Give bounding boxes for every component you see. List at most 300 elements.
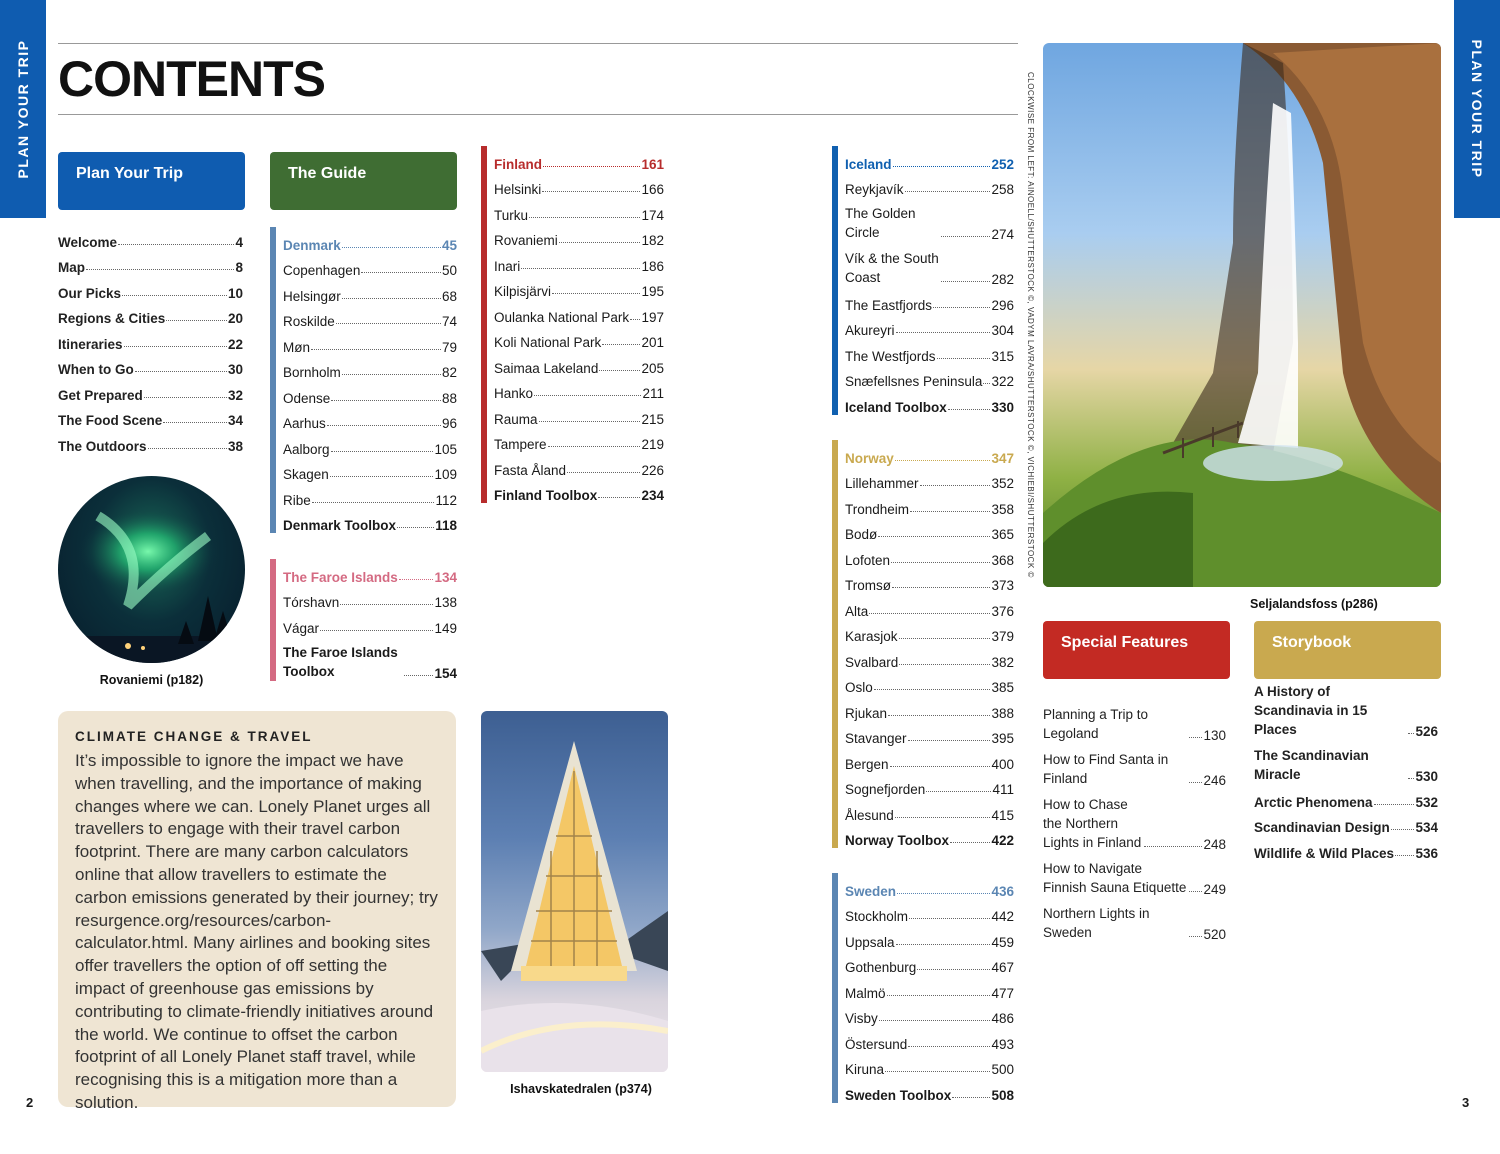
plan-entry[interactable]	[58, 275, 243, 301]
toc-entry-page: 520	[1203, 927, 1226, 942]
denmark-entry[interactable]	[283, 278, 457, 304]
toc-entry-label: Our Picks	[58, 285, 122, 301]
norway-entry[interactable]	[845, 568, 1014, 594]
toc-entry-page: 45	[441, 237, 457, 253]
denmark-entry[interactable]	[283, 482, 457, 508]
denmark-entry[interactable]	[283, 304, 457, 330]
norway-entry[interactable]	[845, 721, 1014, 747]
leader-dots	[1189, 891, 1202, 892]
toc-entry-label: Helsinki	[494, 182, 542, 197]
iceland-entry[interactable]	[845, 287, 1014, 313]
sweden-heading[interactable]	[845, 873, 1014, 899]
the-guide-header[interactable]: The Guide	[270, 152, 457, 210]
toc-entry-label: When to Go	[58, 362, 134, 377]
leader-dots	[893, 166, 991, 167]
leader-dots	[908, 1046, 990, 1047]
side-tab-label: PLAN YOUR TRIP	[1469, 39, 1485, 179]
finland-section	[481, 146, 664, 503]
ishavskatedralen-photo	[481, 711, 668, 1072]
toc-entry-label: Fasta Åland	[494, 462, 567, 478]
leader-dots	[529, 217, 640, 218]
sweden-entry[interactable]	[845, 950, 1014, 976]
leader-dots	[1189, 936, 1202, 937]
toc-entry-page: 304	[991, 323, 1014, 338]
toc-entry-page: 22	[227, 336, 243, 352]
toc-entry-page: 219	[641, 437, 664, 452]
norway-color-bar	[832, 440, 838, 848]
toc-entry-page: 205	[641, 360, 664, 376]
norway-entry[interactable]	[845, 670, 1014, 696]
leader-dots	[926, 791, 991, 792]
toc-entry-page: 32	[227, 387, 243, 403]
toc-entry-page: 249	[1203, 882, 1226, 897]
leader-dots	[86, 269, 234, 270]
leader-dots	[361, 272, 441, 273]
toc-entry-page: 330	[991, 399, 1014, 415]
side-tab-right	[1454, 0, 1500, 218]
toc-entry-label: Finland	[494, 156, 542, 172]
toc-entry-label: Iceland Toolbox	[845, 399, 947, 415]
toc-entry-page: 195	[641, 284, 664, 299]
special-entry[interactable]	[1043, 788, 1226, 852]
photo-credit	[1023, 72, 1037, 578]
finland-entry[interactable]	[494, 325, 664, 351]
norway-entry[interactable]	[845, 797, 1014, 823]
leader-dots	[312, 502, 435, 503]
toc-entry-page: 4	[235, 234, 243, 250]
toc-entry-label: Helsingør	[283, 288, 341, 304]
toc-entry-label: Karasjok	[845, 629, 898, 644]
page-title: CONTENTS	[58, 51, 325, 107]
toc-entry-label: Turku	[494, 207, 529, 223]
toc-entry-label: Tórshavn	[283, 595, 340, 610]
leader-dots	[887, 995, 991, 996]
leader-dots	[1189, 737, 1202, 738]
toc-entry-label: Kilpisjärvi	[494, 284, 552, 299]
toc-entry-page: 347	[991, 450, 1014, 466]
toc-entry-label: The Food Scene	[58, 413, 163, 428]
toc-entry-page: 226	[641, 462, 664, 478]
leader-dots	[879, 1020, 991, 1021]
special-entry[interactable]	[1043, 852, 1226, 897]
toc-entry-label: Skagen	[283, 467, 329, 482]
toc-entry-label: How to Chase the Northern Lights in Finland	[1043, 797, 1142, 850]
storybook-entry[interactable]	[1254, 835, 1438, 861]
plan-entry[interactable]	[58, 250, 243, 276]
toc-entry-label: Oslo	[845, 680, 873, 695]
toc-entry-page: 174	[641, 207, 664, 223]
denmark-entry[interactable]	[283, 380, 457, 406]
finland-entry[interactable]	[494, 248, 664, 274]
toc-entry-label: Kiruna	[845, 1062, 885, 1077]
toc-entry-label: Ålesund	[845, 807, 894, 823]
leader-dots	[896, 332, 991, 333]
norway-entry[interactable]	[845, 517, 1014, 543]
leader-dots	[602, 344, 640, 345]
toc-entry-page: 477	[991, 985, 1014, 1001]
denmark-toolbox[interactable]	[283, 508, 457, 534]
leader-dots	[1391, 829, 1415, 830]
leader-dots	[895, 460, 991, 461]
denmark-entry[interactable]	[283, 253, 457, 279]
leader-dots	[521, 268, 640, 269]
leader-dots	[983, 383, 990, 384]
special-entry[interactable]	[1043, 897, 1226, 942]
storybook-list	[1254, 684, 1438, 861]
toc-entry-page: 358	[991, 501, 1014, 517]
toc-entry-label: Ribe	[283, 492, 311, 508]
norway-entry[interactable]	[845, 542, 1014, 568]
toc-entry-label: How to Navigate Finnish Sauna Etiquette	[1043, 861, 1187, 895]
iceland-entry[interactable]	[845, 172, 1014, 198]
leader-dots	[897, 893, 990, 894]
toc-entry-label: Trondheim	[845, 501, 910, 517]
toc-entry-label: How to Find Santa in Finland	[1043, 752, 1169, 786]
toc-entry-label: Inari	[494, 258, 521, 274]
faroe-entry[interactable]	[283, 585, 457, 611]
sweden-entry[interactable]	[845, 1026, 1014, 1052]
toc-entry-page: 166	[641, 182, 664, 197]
toc-entry-page: 315	[991, 348, 1014, 364]
leader-dots	[948, 409, 991, 410]
toc-entry-label: Hanko	[494, 386, 534, 401]
finland-toolbox[interactable]	[494, 478, 664, 504]
toc-entry-label: Regions & Cities	[58, 311, 166, 326]
leader-dots	[937, 358, 991, 359]
leader-dots	[118, 244, 234, 245]
leader-dots	[899, 638, 991, 639]
sweden-entry[interactable]	[845, 899, 1014, 925]
toc-entry-page: 395	[991, 731, 1014, 746]
toc-entry-page: 296	[991, 297, 1014, 313]
storybook-header[interactable]: Storybook	[1254, 621, 1441, 679]
toc-entry-label: Reykjavík	[845, 182, 904, 197]
toc-entry-label: Denmark Toolbox	[283, 518, 397, 533]
finland-entry[interactable]	[494, 376, 664, 402]
leader-dots	[163, 422, 227, 423]
leader-dots	[892, 587, 990, 588]
norway-entry[interactable]	[845, 772, 1014, 798]
leader-dots	[1189, 782, 1202, 783]
climate-change-box	[58, 711, 456, 1112]
storybook-entry[interactable]	[1254, 684, 1438, 739]
faroe-color-bar	[270, 559, 276, 681]
denmark-entry[interactable]	[283, 431, 457, 457]
leader-dots	[909, 918, 990, 919]
leader-dots	[397, 527, 434, 528]
leader-dots	[340, 604, 433, 605]
toc-entry-page: 486	[991, 1011, 1014, 1026]
toc-entry-page: 96	[441, 416, 457, 431]
leader-dots	[548, 446, 641, 447]
toc-entry-page: 186	[641, 258, 664, 274]
storybook-entry[interactable]	[1254, 810, 1438, 836]
toc-entry-page: 508	[991, 1087, 1014, 1103]
denmark-color-bar	[270, 227, 276, 533]
leader-dots	[1144, 846, 1202, 847]
leader-dots	[399, 579, 434, 580]
toc-entry-page: 415	[991, 807, 1014, 823]
denmark-entry[interactable]	[283, 406, 457, 432]
plan-entry[interactable]	[58, 224, 243, 250]
sweden-toolbox[interactable]	[845, 1077, 1014, 1103]
toc-entry-page: 154	[434, 665, 457, 681]
toc-entry-page: 252	[991, 156, 1014, 172]
leader-dots	[327, 425, 441, 426]
toc-entry-label: Aalborg	[283, 441, 330, 457]
plan-entry[interactable]	[58, 301, 243, 327]
toc-entry-label: Finland Toolbox	[494, 488, 598, 503]
iceland-heading[interactable]	[845, 146, 1014, 172]
sweden-section	[832, 873, 1014, 1103]
toc-entry-label: The Faroe Islands	[283, 569, 398, 585]
toc-entry-label: Stavanger	[845, 731, 907, 746]
iceland-toolbox[interactable]	[845, 389, 1014, 415]
toc-entry-label: Wildlife & Wild Places	[1254, 845, 1395, 861]
toc-entry-label: Tampere	[494, 437, 547, 452]
leader-dots	[885, 1071, 990, 1072]
climate-body: It’s impossible to ignore the impact we have when travelling, and the importance of making changes where we can. Lonely Planet urges all travellers to engage with their travel carbon footprint. There are many carbon calculators online that allow travellers to estimate the carbon emissions generated by their journey; try resurgence.org/resources/carbon-calculator.html. Many airlines and booking sites offer travellers the option of off setting the impact of greenhouse gas emissions by contributing to climate-friendly initiatives around the world. We continue to offset the carbon footprint of all Lonely Planet staff travel, while recognising this is a mitigation more than a solution.	[75, 751, 438, 1112]
toc-entry-page: 411	[992, 782, 1014, 797]
finland-entry[interactable]	[494, 299, 664, 325]
toc-entry-page: 112	[435, 492, 457, 508]
toc-entry-page: 211	[642, 386, 664, 401]
iceland-entry[interactable]	[845, 197, 1014, 242]
toc-entry-label: Visby	[845, 1011, 878, 1026]
toc-entry-label: Bergen	[845, 756, 889, 772]
toc-entry-page: 88	[441, 390, 457, 406]
side-tab-left	[0, 0, 46, 218]
finland-entry[interactable]	[494, 427, 664, 453]
toc-entry-label: Get Prepared	[58, 387, 143, 403]
toc-entry-page: 10	[227, 285, 243, 301]
leader-dots	[404, 675, 433, 676]
toc-entry-page: 373	[991, 578, 1014, 593]
finland-entry[interactable]	[494, 350, 664, 376]
toc-entry-label: Norway Toolbox	[845, 833, 950, 848]
iceland-entry[interactable]	[845, 338, 1014, 364]
plan-entry[interactable]	[58, 403, 243, 429]
sweden-entry[interactable]	[845, 975, 1014, 1001]
rovaniemi-photo	[58, 476, 245, 663]
toc-entry-label: Arctic Phenomena	[1254, 794, 1373, 810]
norway-entry[interactable]	[845, 466, 1014, 492]
special-entry[interactable]	[1043, 698, 1226, 743]
toc-entry-label: Rauma	[494, 411, 538, 427]
toc-entry-page: 467	[991, 960, 1014, 975]
toc-entry-label: Saimaa Lakeland	[494, 360, 599, 376]
leader-dots	[952, 1097, 990, 1098]
sweden-entry[interactable]	[845, 1052, 1014, 1078]
norway-entry[interactable]	[845, 746, 1014, 772]
toc-entry-label: Map	[58, 260, 85, 275]
storybook-entry[interactable]	[1254, 739, 1438, 784]
leader-dots	[910, 511, 990, 512]
plan-entry[interactable]	[58, 352, 243, 378]
leader-dots	[1408, 778, 1414, 779]
toc-entry-page: 493	[991, 1036, 1014, 1052]
toc-entry-label: Rovaniemi	[494, 233, 558, 248]
sweden-entry[interactable]	[845, 1001, 1014, 1027]
plan-entry[interactable]	[58, 377, 243, 403]
toc-entry-label: Odense	[283, 390, 331, 406]
toc-entry-label: The Faroe Islands Toolbox	[283, 644, 398, 679]
leader-dots	[166, 320, 227, 321]
plan-entry[interactable]	[58, 326, 243, 352]
storybook-entry[interactable]	[1254, 784, 1438, 810]
special-entry[interactable]	[1043, 743, 1226, 788]
toc-entry-label: The Golden Circle	[845, 206, 916, 240]
toc-entry-page: 368	[991, 552, 1014, 568]
iceland-color-bar	[832, 146, 838, 415]
toc-entry-page: 68	[441, 288, 457, 304]
leader-dots	[559, 242, 641, 243]
norway-toolbox[interactable]	[845, 823, 1014, 849]
toc-entry-page: 459	[991, 934, 1014, 950]
toc-entry-page: 532	[1415, 794, 1438, 810]
leader-dots	[917, 969, 990, 970]
finland-entry[interactable]	[494, 452, 664, 478]
norway-entry[interactable]	[845, 593, 1014, 619]
leader-dots	[1408, 733, 1414, 734]
plan-entry[interactable]	[58, 428, 243, 454]
sweden-color-bar	[832, 873, 838, 1103]
leader-dots	[896, 944, 991, 945]
top-rule	[58, 43, 1018, 44]
climate-heading: CLIMATE CHANGE & TRAVEL	[75, 729, 313, 744]
toc-entry-label: Stockholm	[845, 909, 909, 924]
toc-entry-label: Lofoten	[845, 552, 891, 568]
leader-dots	[899, 664, 990, 665]
toc-entry-page: 74	[441, 314, 457, 329]
iceland-entry[interactable]	[845, 313, 1014, 339]
iceland-entry[interactable]	[845, 364, 1014, 390]
leader-dots	[148, 448, 227, 449]
title-rule	[58, 114, 1018, 115]
toc-entry-page: 234	[641, 488, 664, 503]
special-features-header[interactable]: Special Features	[1043, 621, 1230, 679]
iceland-entry[interactable]	[845, 242, 1014, 287]
leader-dots	[534, 395, 641, 396]
leader-dots	[878, 536, 990, 537]
leader-dots	[908, 740, 991, 741]
leader-dots	[122, 295, 227, 296]
leader-dots	[135, 371, 227, 372]
toc-entry-label: Iceland	[845, 156, 892, 172]
toc-entry-page: 376	[991, 603, 1014, 619]
finland-color-bar	[481, 146, 487, 503]
denmark-heading[interactable]	[283, 227, 457, 253]
faroe-toolbox[interactable]	[283, 636, 457, 681]
toc-entry-page: 352	[991, 476, 1014, 491]
leader-dots	[542, 191, 640, 192]
toc-entry-label: Sweden	[845, 883, 897, 899]
toc-entry-label: Lillehammer	[845, 476, 919, 491]
toc-entry-page: 82	[441, 365, 457, 380]
norway-entry[interactable]	[845, 644, 1014, 670]
leader-dots	[1395, 855, 1414, 856]
leader-dots	[599, 370, 640, 371]
toc-entry-label: Snæfellsnes Peninsula	[845, 374, 983, 389]
leader-dots	[311, 349, 441, 350]
faroe-entry[interactable]	[283, 610, 457, 636]
finland-entry[interactable]	[494, 223, 664, 249]
toc-entry-label: Uppsala	[845, 934, 895, 950]
denmark-entry[interactable]	[283, 355, 457, 381]
faroe-heading[interactable]	[283, 559, 457, 585]
toc-entry-page: 530	[1415, 769, 1438, 784]
leader-dots	[891, 562, 990, 563]
toc-entry-page: 197	[641, 309, 664, 325]
toc-entry-page: 38	[227, 438, 243, 454]
norway-entry[interactable]	[845, 491, 1014, 517]
toc-entry-label: A History of Scandinavia in 15 Places	[1254, 684, 1368, 737]
toc-entry-page: 8	[235, 260, 243, 275]
toc-entry-label: The Scandinavian Miracle	[1254, 748, 1369, 782]
page-number-right: 3	[1462, 1095, 1470, 1110]
denmark-entry[interactable]	[283, 457, 457, 483]
toc-entry-page: 246	[1203, 773, 1226, 788]
sweden-entry[interactable]	[845, 924, 1014, 950]
toc-entry-page: 322	[991, 374, 1014, 389]
leader-dots	[950, 842, 990, 843]
leader-dots	[320, 630, 433, 631]
leader-dots	[869, 613, 990, 614]
toc-entry-label: Vík & the South Coast	[845, 251, 939, 285]
photo-credit-text: CLOCKWISE FROM LEFT: AINOELL/SHUTTERSTOCK ©, VADYM LAVRA/SHUTTERSTOCK ©, VICHIEBI/SHUTTERSTOCK ©	[1026, 72, 1035, 578]
toc-entry-page: 201	[641, 335, 664, 350]
toc-entry-page: 365	[991, 527, 1014, 542]
finland-entry[interactable]	[494, 197, 664, 223]
toc-entry-label: Bornholm	[283, 365, 341, 380]
norway-entry[interactable]	[845, 619, 1014, 645]
toc-entry-page: 134	[434, 569, 457, 585]
norway-section	[832, 440, 1014, 848]
denmark-entry[interactable]	[283, 329, 457, 355]
plan-your-trip-list	[58, 224, 243, 454]
toc-entry-page: 118	[435, 518, 457, 533]
leader-dots	[342, 247, 441, 248]
denmark-section	[270, 227, 457, 533]
leader-dots	[342, 374, 441, 375]
norway-heading[interactable]	[845, 440, 1014, 466]
toc-entry-page: 20	[227, 311, 243, 326]
rovaniemi-caption: Rovaniemi (p182)	[99, 673, 204, 687]
finland-entry[interactable]	[494, 401, 664, 427]
toc-entry-page: 536	[1415, 845, 1438, 861]
toc-entry-label: Oulanka National Park	[494, 309, 630, 325]
toc-entry-page: 79	[441, 339, 457, 355]
leader-dots	[552, 293, 640, 294]
toc-entry-label: Malmö	[845, 985, 886, 1001]
leader-dots	[933, 307, 990, 308]
plan-your-trip-header[interactable]: Plan Your Trip	[58, 152, 245, 210]
norway-entry[interactable]	[845, 695, 1014, 721]
toc-entry-page: 436	[991, 883, 1014, 899]
toc-entry-page: 385	[991, 680, 1014, 695]
toc-entry-page: 379	[991, 629, 1014, 644]
finland-entry[interactable]	[494, 172, 664, 198]
toc-entry-label: Møn	[283, 339, 310, 355]
toc-entry-page: 258	[991, 182, 1014, 197]
finland-heading[interactable]	[494, 146, 664, 172]
toc-entry-label: Östersund	[845, 1036, 908, 1052]
leader-dots	[630, 319, 640, 320]
toc-entry-label: Norway	[845, 450, 894, 466]
leader-dots	[124, 346, 227, 347]
finland-entry[interactable]	[494, 274, 664, 300]
leader-dots	[920, 485, 991, 486]
